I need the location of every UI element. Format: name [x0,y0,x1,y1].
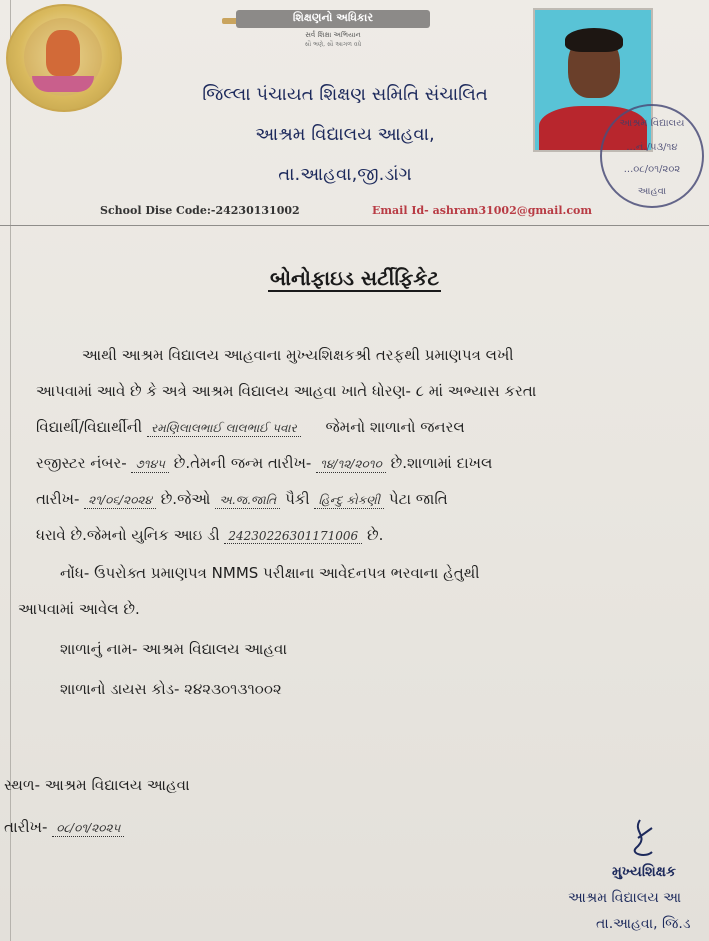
banner-tagline: સર્વ શિક્ષા અભિયાન [305,31,361,39]
school-name: શાળાનું નામ- આશ્રમ વિદ્યાલય આહવા [60,640,288,658]
note-line-1: નોંધ- ઉપરોક્ત પ્રમાણપત્ર NMMS પરીક્ષાના આવેદનપત્ર ભરવાના હેતુથી [60,564,480,582]
saraswati-logo [6,4,122,112]
paragraph-line-2: આપવામાં આવે છે કે અત્રે આશ્રમ વિદ્યાલય આહવા ખાતે ધોરણ- ૮ માં અભ્યાસ કરતા [36,382,537,400]
header-line-3: તા.આહવા,જી.ડાંગ [278,164,412,185]
paragraph-line-5: તારીખ- ૨૧/૦૬/૨૦૨૪ છે.જેઓ અ.જ.જાતિ પૈકી હિન્દુ કોકણી પેટા જાતિ [36,490,448,508]
header-divider [0,225,709,226]
birth-date: ૧૪/૧૨/૨૦૧૦ [316,457,386,473]
school-dise-code: શાળાનો ડાયસ કોડ- ૨૪૨૩૦૧૩૧૦૦૨ [60,680,282,698]
register-number: ૭૧૪૫ [131,457,169,473]
school-stamp: આશ્રમ વિદ્યાલય ...નં./૫૩/૧૪ ...૦૮/૦૧/૨૦૨ આહવા [600,104,704,208]
paragraph-line-1: આથી આશ્રમ વિદ્યાલય આહવાના મુખ્યશિક્ષકશ્રી તરફથી પ્રમાણપત્ર લખી [82,346,514,364]
paragraph-line-4: રજીસ્ટર નંબર- ૭૧૪૫ છે.તેમની જન્મ તારીખ- ૧૪/૧૨/૨૦૧૦ છે.શાળામાં દાખલ [36,454,493,472]
paragraph-line-6: ધરાવે છે.જેમનો યુનિક આઇ ડી 24230226301171006 છે. [36,526,384,544]
email-id: Email Id- ashram31002@gmail.com [372,204,593,217]
signatory-place: તા.આહવા, જિ.ડ [596,916,691,932]
issue-date: ૦૮/૦૧/૨૦૨૫ [52,821,124,837]
banner-subtag: સૌ ભણે, સૌ આગળ વધે [304,41,362,48]
headmaster-title: મુખ્યશિક્ષક [612,864,676,880]
place-line: સ્થળ- આશ્રમ વિદ્યાલય આહવા [4,776,190,794]
note-line-2: આપવામાં આવેલ છે. [18,600,140,618]
category: અ.જ.જાતિ [215,493,280,509]
signatory-school: આશ્રમ વિદ્યાલય આ [568,890,682,906]
header-line-1: જિલ્લા પંચાયત શિક્ષણ સમિતિ સંચાલિત [202,84,488,105]
admission-date: ૨૧/૦૬/૨૦૨૪ [84,493,156,509]
signature-icon [622,818,662,864]
paragraph-line-3: વિદ્યાર્થી/વિદ્યાર્થીની રમણિલાલભાઈ લાલભાઈ પવાર જેમનો શાળાનો જનરલ [36,418,465,436]
student-name: રમણિલાલભાઈ લાલભાઈ પવાર [147,421,301,437]
dise-code: School Dise Code:-24230131002 [100,204,300,217]
banner-title: શિક્ષણનો અધિકાર [292,11,374,24]
sub-caste: હિન્દુ કોકણી [314,493,384,509]
date-line: તારીખ- ૦૮/૦૧/૨૦૨૫ [4,818,124,837]
rte-banner [222,6,434,52]
header-line-2: આશ્રમ વિદ્યાલય આહવા, [255,124,435,145]
unique-id: 24230226301171006 [224,529,362,544]
certificate-title: બોનોફાઇડ સર્ટીફિકેટ [269,266,440,290]
margin-rule [10,0,11,941]
